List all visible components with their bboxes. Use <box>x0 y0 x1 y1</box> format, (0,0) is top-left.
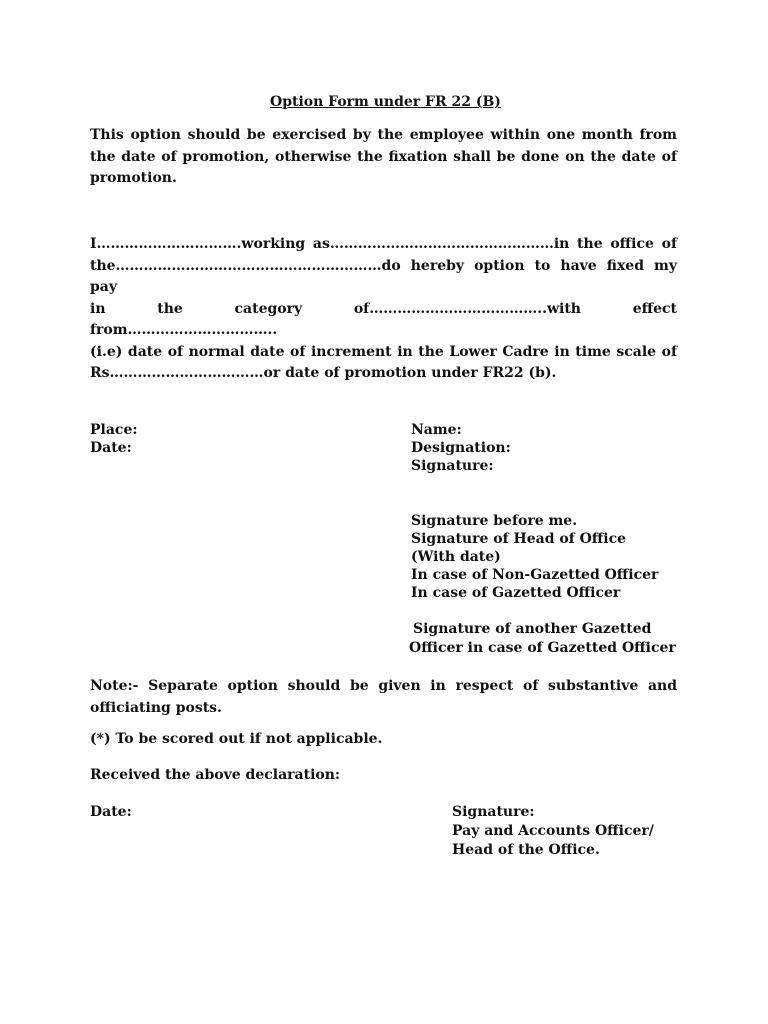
footnote: (*) To be scored out if not applicable. <box>90 731 383 747</box>
declaration-line: in the category of………………………………..with effect from………………………….. <box>90 300 677 338</box>
declaration-line: I………………………….working as…………………………………………in the office of <box>90 236 677 252</box>
intro-line: This option should be exercised by the employee within one month from <box>90 127 677 143</box>
place-label: Place: <box>90 422 138 438</box>
receipt-officer-line: Head of the Office. <box>452 842 600 858</box>
intro-line: promotion. <box>90 170 177 186</box>
designation-label: Designation: <box>411 440 511 456</box>
note-line: Note:- Separate option should be given in respect of substantive and <box>90 678 677 694</box>
intro-paragraph <box>90 125 677 190</box>
received-declaration: Received the above declaration: <box>90 767 341 783</box>
attestation-line: Officer in case of Gazetted Officer <box>409 640 676 656</box>
declaration-line: (i.e) date of normal date of increment in the Lower Cadre in time scale of <box>90 343 677 360</box>
date-label: Date: <box>90 440 132 456</box>
signature-label: Signature: <box>411 458 494 474</box>
attestation-line: (With date) <box>411 549 501 565</box>
attestation-line: Signature before me. <box>411 513 578 529</box>
intro-line: the date of promotion, otherwise the fixation shall be done on the date of <box>90 148 677 165</box>
note-line: officiating posts. <box>90 699 222 716</box>
attestation-line: In case of Non-Gazetted Officer <box>411 567 659 583</box>
attestation-line: In case of Gazetted Officer <box>411 585 621 601</box>
receipt-signature-label: Signature: <box>452 804 535 820</box>
receipt-officer-line: Pay and Accounts Officer/ <box>452 823 654 839</box>
name-label: Name: <box>411 422 462 438</box>
attestation-line: Signature of another Gazetted <box>413 621 652 637</box>
declaration-line: the…………………………………………………do hereby option to have fixed my pay <box>90 257 677 295</box>
declaration-paragraph <box>90 234 677 385</box>
form-title: Option Form under FR 22 (B) <box>270 94 501 110</box>
note-paragraph <box>90 676 677 719</box>
receipt-date-label: Date: <box>90 804 132 820</box>
attestation-line: Signature of Head of Office <box>411 531 627 547</box>
declaration-line: Rs……………………………or date of promotion under FR22 (b). <box>90 365 557 381</box>
